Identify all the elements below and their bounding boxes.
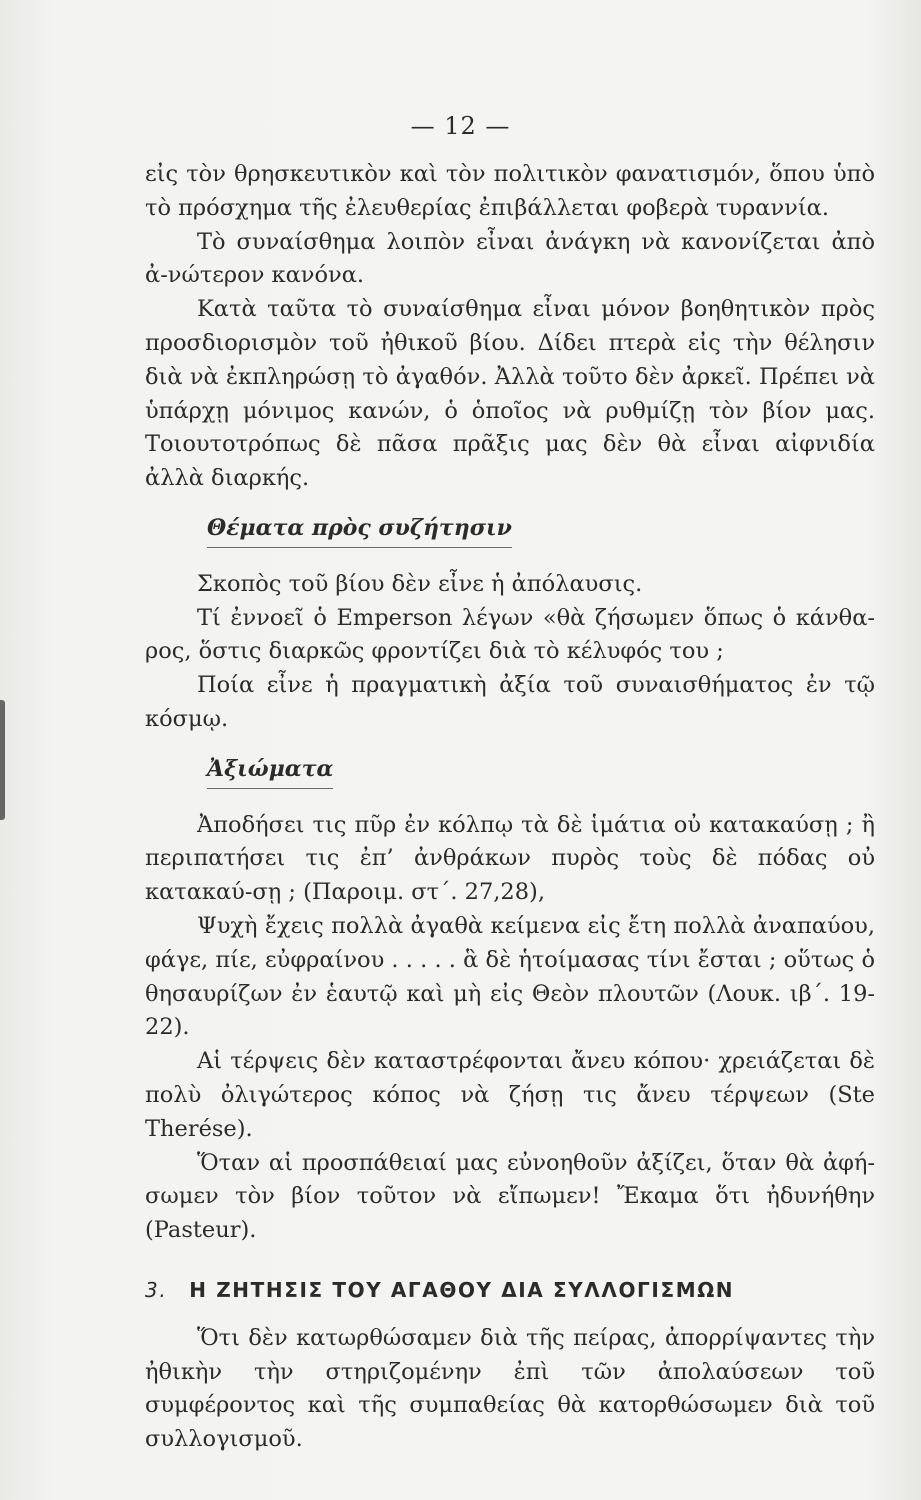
section-paragraphs bbox=[145, 1322, 875, 1457]
axiom-paragraph: Ψυχὴ ἔχεις πολλὰ ἀγαθὰ κείμενα εἰς ἔτη πολλὰ ἀναπαύου, φάγε, πίε, εὐφραίνου . . . . . ἃ δὲ ἡτοίμασας τίνι ἔσται ; οὕτως ὁ θησαυρίζων ἐν ἑαυτῷ καὶ μὴ εἰς Θεὸν πλουτῶν (Λουκ. ιβ΄. 19-22). bbox=[145, 912, 875, 1041]
axiom-paragraph: Αἱ τέρψεις δὲν καταστρέφονται ἄνευ κόπου· χρειάζεται δὲ πολὺ ὀλιγώτερος κόπος νὰ ζήσῃ τις ἄνευ τέρψεων (Ste Therése). bbox=[145, 1048, 875, 1142]
axioms-list bbox=[145, 809, 875, 1248]
discussion-topics bbox=[145, 568, 875, 737]
discussion-heading-block bbox=[145, 502, 875, 556]
page-number: — 12 — bbox=[410, 112, 511, 140]
paragraph: εἰς τὸν θρησκευτικὸν καὶ τὸν πολιτικὸν φανατισμόν, ὅπου ὑπὸ τὸ πρόσχημα τῆς ἐλευθερίας ἐπιβάλλεται φοβερὰ τυραννία. bbox=[145, 161, 875, 221]
axiom-paragraph: Ὅταν αἱ προσπάθειαί μας εὐνοηθοῦν ἀξίζει, ὅταν θὰ ἀφή-σωμεν τὸν βίον τοῦτον νὰ εἴπωμεν! Ἔκαμα ὅτι ἠδυνήθην (Pasteur). bbox=[145, 1149, 875, 1244]
paragraph: Κατὰ ταῦτα τὸ συναίσθημα εἶναι μόνον βοηθητικὸν πρὸς προσδιορισμὸν τοῦ ἠθικοῦ βίου. Δίδει πτερὰ εἰς τὴν θέλησιν διὰ νὰ ἐκπληρώσῃ τὸ ἀγαθόν. Ἀλλὰ τοῦτο δὲν ἀρκεῖ. Πρέπει νὰ ὑπάρχῃ μόνιμος κανών, ὁ ὁποῖος νὰ ρυθμίζῃ τὸν βίον μας. Τοιουτοτρόπως δὲ πᾶσα πρᾶξις μας δὲν θὰ εἶναι αἰφνιδία ἀλλὰ διαρκής. bbox=[145, 296, 875, 492]
section-heading bbox=[145, 1274, 875, 1308]
discussion-item: Σκοπὸς τοῦ βίου δὲν εἶνε ἡ ἀπόλαυσις. bbox=[197, 570, 643, 597]
discussion-item: Ποία εἶνε ἡ πραγματικὴ ἀξία τοῦ συναισθήματος ἐν τῷ κόσμῳ. bbox=[145, 672, 875, 732]
paragraph: Ὅτι δὲν κατωρθώσαμεν διὰ τῆς πείρας, ἀπορρίψαντες τὴν ἠθικὴν τὴν στηριζομένην ἐπὶ τῶν ἀπολαύσεων τοῦ συμφέροντος καὶ τῆς συμπαθείας θὰ κατορθώσωμεν διὰ τοῦ συλλογισμοῦ. bbox=[145, 1324, 875, 1453]
binding-shadow bbox=[0, 700, 5, 820]
axioms-heading-block bbox=[145, 743, 875, 797]
section-title: Η ΖΗΤΗΣΙΣ ΤΟΥ ΑΓΑΘΟΥ ΔΙΑ ΣΥΛΛΟΓΙΣΜΩΝ bbox=[189, 1277, 735, 1302]
axiom-paragraph: Ἀποδήσει τις πῦρ ἐν κόλπῳ τὰ δὲ ἱμάτια οὐ κατακαύσῃ ; ἢ περιπατήσει τις ἐπ’ ἀνθράκων πυρὸς τοὺς δὲ πόδας οὐ κατακαύ-σῃ ; (Παροιμ. στ΄. 27,28), bbox=[145, 811, 875, 906]
page-body bbox=[145, 158, 875, 1457]
intro-paragraphs bbox=[145, 158, 875, 496]
discussion-heading: Θέματα πρὸς συζήτησιν bbox=[207, 512, 512, 548]
discussion-item: Τί ἐννοεῖ ὁ Emperson λέγων «θὰ ζήσωμεν ὅπως ὁ κάνθα-ρος, ὅστις διαρκῶς φροντίζει διὰ τὸ κέλυφός του ; bbox=[145, 604, 875, 665]
paragraph: Τὸ συναίσθημα λοιπὸν εἶναι ἀνάγκη νὰ κανονίζεται ἀπὸ ἀ-νώτερον κανόνα. bbox=[145, 228, 875, 289]
axioms-heading: Ἀξιώματα bbox=[207, 753, 333, 789]
section-number: 3. bbox=[145, 1277, 168, 1302]
